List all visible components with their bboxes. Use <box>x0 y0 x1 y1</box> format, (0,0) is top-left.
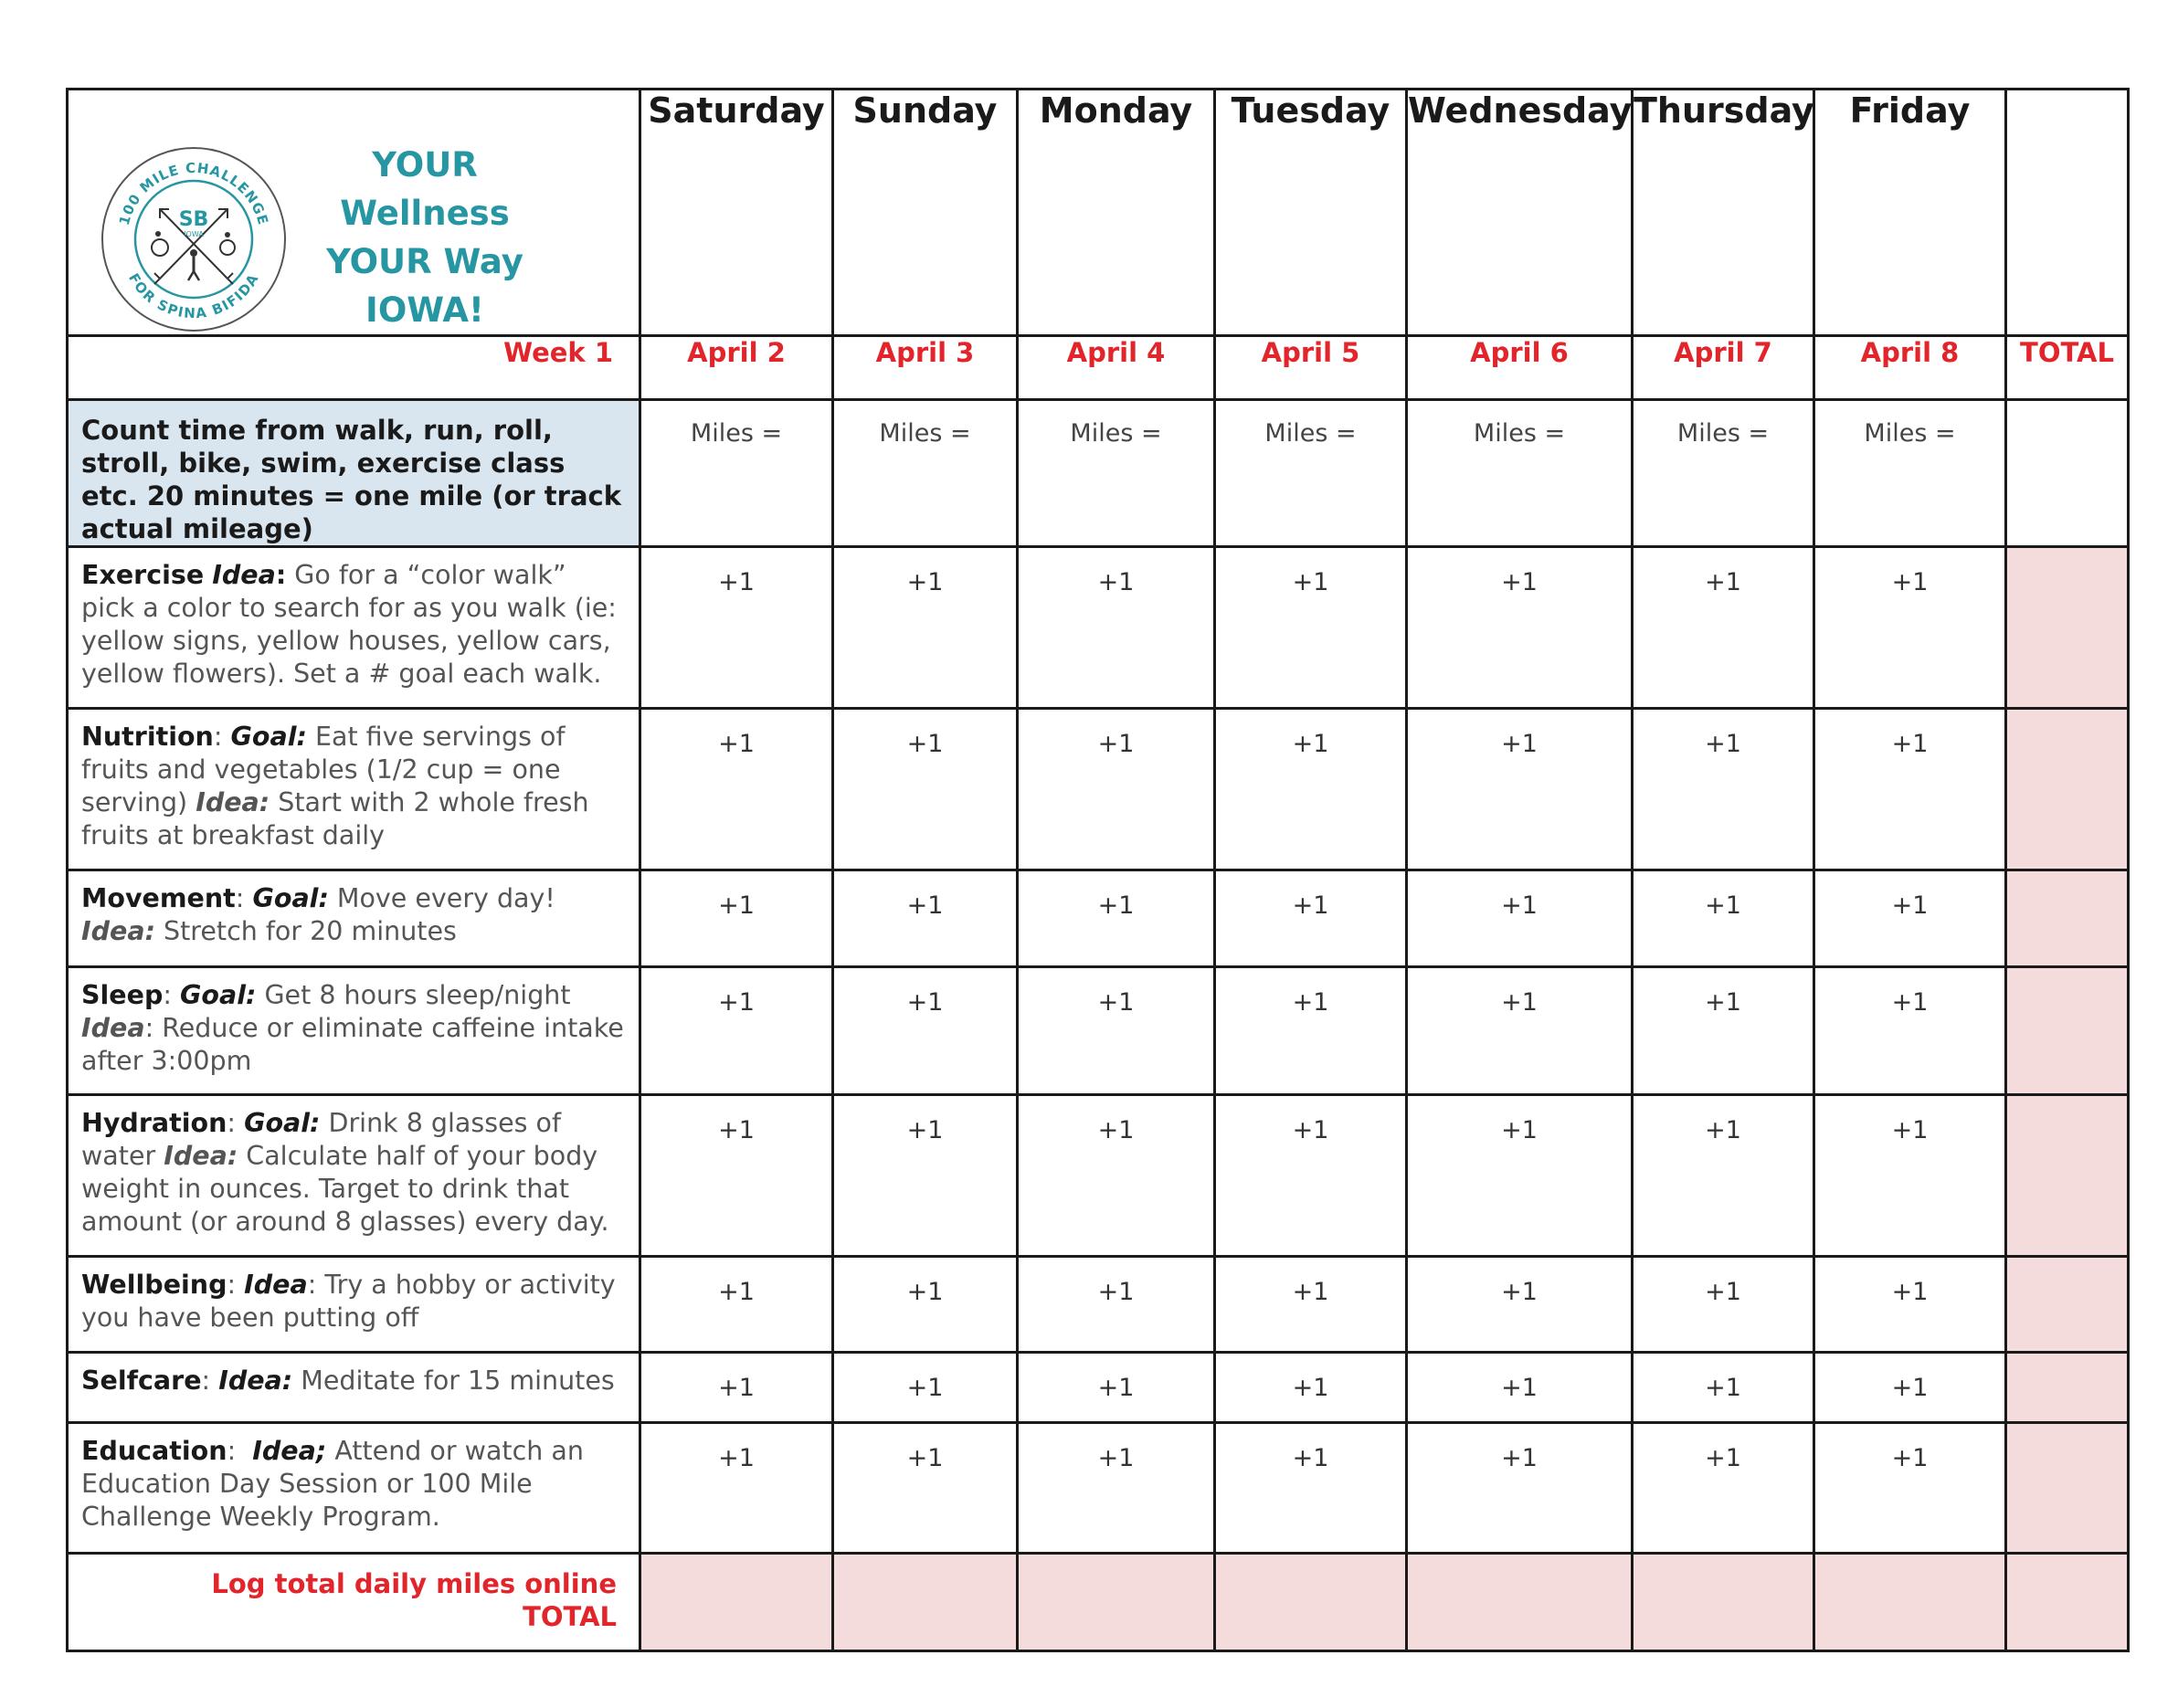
point-cell[interactable] <box>1018 709 1215 870</box>
activity-description <box>69 548 639 691</box>
total-header-blank <box>2006 90 2129 336</box>
point-value: +1 <box>1292 1374 1329 1402</box>
daily-total-cell[interactable] <box>1215 1554 1407 1651</box>
activity-description-cell <box>68 547 640 709</box>
activity-text: Attend or watch an Education Day Session or 100 Mile Challenge Weekly Program. <box>81 1436 584 1532</box>
activity-separator: : <box>227 1436 253 1466</box>
point-value: +1 <box>1501 1278 1538 1306</box>
date-cell: April 5 <box>1215 336 1407 400</box>
point-cell[interactable] <box>1633 709 1814 870</box>
miles-label: Miles = <box>879 419 971 448</box>
point-cell[interactable] <box>1633 1423 1814 1554</box>
activity-kind-secondary: Idea: <box>81 916 155 946</box>
activity-row-selfcare <box>68 1353 2129 1423</box>
row-total-cell[interactable] <box>2006 709 2129 870</box>
activity-separator: : <box>213 722 231 752</box>
point-value: +1 <box>1097 1116 1135 1144</box>
day-name: Thursday <box>1634 90 1814 131</box>
activity-description-cell <box>68 709 640 870</box>
point-value: +1 <box>906 891 944 920</box>
activity-row-education <box>68 1423 2129 1554</box>
activity-description-cell <box>68 1353 640 1423</box>
point-value: +1 <box>906 988 944 1017</box>
activity-row-hydration <box>68 1095 2129 1257</box>
date-cell: April 8 <box>1814 336 2006 400</box>
point-cell[interactable] <box>640 547 833 709</box>
svg-text:FOR SPINA BIFIDA <box>125 270 262 322</box>
footer-line-2: TOTAL <box>523 1601 617 1632</box>
day-name: Friday <box>1849 90 1971 131</box>
point-cell[interactable] <box>640 1257 833 1353</box>
activity-text: Drink 8 glasses of water <box>81 1108 561 1171</box>
daily-total-cell[interactable] <box>1814 1554 2006 1651</box>
point-value: +1 <box>718 1278 755 1306</box>
activity-description <box>69 968 639 1078</box>
title-line-3: IOWA! <box>365 290 484 330</box>
activity-separator: : <box>227 1270 245 1300</box>
point-value: +1 <box>1292 1278 1329 1306</box>
activity-description-cell <box>68 1257 640 1353</box>
activity-row-sleep <box>68 967 2129 1095</box>
miles-description-cell <box>68 400 640 547</box>
daily-total-cell[interactable] <box>1018 1554 1215 1651</box>
activity-kind: Idea; <box>252 1436 327 1466</box>
activity-description-cell <box>68 967 640 1095</box>
point-value: +1 <box>1891 891 1929 920</box>
activity-description <box>69 710 639 852</box>
point-value: +1 <box>1501 1374 1538 1402</box>
point-value: +1 <box>1097 1374 1135 1402</box>
row-total-cell[interactable] <box>2006 870 2129 967</box>
point-value: +1 <box>1097 891 1135 920</box>
point-value: +1 <box>906 1374 944 1402</box>
date-row <box>68 336 2129 400</box>
row-total-cell[interactable] <box>2006 547 2129 709</box>
daily-total-cell[interactable] <box>1407 1554 1633 1651</box>
point-value: +1 <box>1705 988 1741 1017</box>
point-value: +1 <box>1097 1278 1135 1306</box>
grand-total-cell[interactable] <box>2006 1554 2129 1651</box>
point-cell[interactable] <box>833 870 1018 967</box>
page-title <box>288 141 562 334</box>
point-cell[interactable] <box>1407 967 1633 1095</box>
point-value: +1 <box>1292 1116 1329 1144</box>
point-cell[interactable] <box>1215 547 1407 709</box>
point-value: +1 <box>1891 988 1929 1017</box>
miles-label: Miles = <box>690 419 783 448</box>
point-cell[interactable] <box>1215 1257 1407 1353</box>
miles-cell[interactable] <box>1215 400 1407 547</box>
activity-category: Wellbeing <box>81 1270 227 1300</box>
day-name: Wednesday <box>1408 90 1633 131</box>
activity-kind-secondary: Idea: <box>196 787 270 817</box>
miles-cell[interactable] <box>1814 400 2006 547</box>
point-value: +1 <box>1097 1444 1135 1472</box>
point-value: +1 <box>718 1374 755 1402</box>
point-value: +1 <box>1705 891 1741 920</box>
point-value: +1 <box>1097 730 1135 758</box>
activity-description <box>69 1258 639 1334</box>
point-value: +1 <box>1097 568 1135 596</box>
point-value: +1 <box>906 1116 944 1144</box>
point-cell[interactable] <box>1814 1423 2006 1554</box>
activity-text-secondary: Stretch for 20 minutes <box>154 916 457 946</box>
wheelchair-icon <box>152 231 168 256</box>
point-cell[interactable] <box>1814 1353 2006 1423</box>
title-line-2: YOUR Way <box>326 242 523 281</box>
footer-total-row <box>68 1554 2129 1651</box>
activity-text-secondary: Calculate half of your body weight in ounces. Target to drink that amount (or around 8 glasses) every day. <box>81 1141 609 1237</box>
point-value: +1 <box>1292 988 1329 1017</box>
point-value: +1 <box>1501 988 1538 1017</box>
day-header-tuesday <box>1215 90 1407 336</box>
point-cell[interactable] <box>1814 870 2006 967</box>
day-name: Saturday <box>648 90 825 131</box>
point-value: +1 <box>1292 730 1329 758</box>
row-total-cell[interactable] <box>2006 1423 2129 1554</box>
point-value: +1 <box>1501 1116 1538 1144</box>
activity-kind: Idea <box>212 560 276 590</box>
activity-description-cell <box>68 1423 640 1554</box>
point-value: +1 <box>718 1444 755 1472</box>
point-cell[interactable] <box>1215 1095 1407 1257</box>
point-cell[interactable] <box>1407 1095 1633 1257</box>
point-value: +1 <box>1501 730 1538 758</box>
activity-kind: Idea: <box>218 1365 293 1396</box>
point-value: +1 <box>1097 988 1135 1017</box>
miles-cell[interactable] <box>1633 400 1814 547</box>
point-value: +1 <box>1292 891 1329 920</box>
point-cell[interactable] <box>640 1423 833 1554</box>
date-cell: April 3 <box>833 336 1018 400</box>
point-value: +1 <box>718 988 755 1017</box>
point-cell[interactable] <box>1407 870 1633 967</box>
activity-description-cell <box>68 1095 640 1257</box>
date-cell: April 6 <box>1407 336 1633 400</box>
row-total-cell[interactable] <box>2006 967 2129 1095</box>
point-cell[interactable] <box>1407 1423 1633 1554</box>
point-value: +1 <box>906 568 944 596</box>
point-cell[interactable] <box>1633 1095 1814 1257</box>
activity-description <box>69 871 639 948</box>
point-cell[interactable] <box>1018 1257 1215 1353</box>
day-header-friday <box>1814 90 2006 336</box>
point-value: +1 <box>1501 1444 1538 1472</box>
day-name: Tuesday <box>1231 90 1390 131</box>
wellness-tracker-table <box>66 88 2130 1652</box>
day-header-thursday <box>1633 90 1814 336</box>
point-cell[interactable] <box>1018 1095 1215 1257</box>
activity-category: Sleep <box>81 980 164 1010</box>
daily-total-cell[interactable] <box>640 1554 833 1651</box>
point-value: +1 <box>1705 1444 1741 1472</box>
activity-colon: : <box>275 560 287 590</box>
point-cell[interactable] <box>640 1353 833 1423</box>
activity-kind-secondary: Idea: <box>164 1141 238 1171</box>
activity-separator: : <box>227 1108 245 1138</box>
activity-category: Education <box>81 1436 227 1466</box>
point-value: +1 <box>1891 1374 1929 1402</box>
day-header-wednesday <box>1407 90 1633 336</box>
point-cell[interactable] <box>1814 1257 2006 1353</box>
miles-row <box>68 400 2129 547</box>
point-value: +1 <box>718 730 755 758</box>
point-cell[interactable] <box>1215 870 1407 967</box>
point-value: +1 <box>1292 568 1329 596</box>
point-value: +1 <box>1705 1278 1741 1306</box>
point-cell[interactable] <box>1633 1353 1814 1423</box>
date-cell: April 7 <box>1633 336 1814 400</box>
point-value: +1 <box>1891 1116 1929 1144</box>
daily-total-cell[interactable] <box>1633 1554 1814 1651</box>
activity-row-exercise <box>68 547 2129 709</box>
point-value: +1 <box>718 1116 755 1144</box>
point-value: +1 <box>1705 1116 1741 1144</box>
logo-ring-top: 100 MILE CHALLENGE <box>115 159 272 227</box>
point-cell[interactable] <box>833 1353 1018 1423</box>
activity-kind: Goal: <box>180 980 257 1010</box>
point-cell[interactable] <box>833 547 1018 709</box>
miles-description: Count time from walk, run, roll, stroll, bike, swim, exercise class etc. 20 minutes = one mile (or track actual mileage) <box>81 415 622 544</box>
point-value: +1 <box>718 568 755 596</box>
point-value: +1 <box>1705 730 1741 758</box>
point-cell[interactable] <box>1018 1423 1215 1554</box>
miles-cell[interactable] <box>1018 400 1215 547</box>
activity-kind: Goal: <box>252 883 329 913</box>
activity-text-secondary: Start with 2 whole fresh fruits at breakfast daily <box>81 787 589 850</box>
bike-icon <box>220 232 235 255</box>
miles-label: Miles = <box>1676 419 1770 448</box>
miles-cell[interactable] <box>833 400 1018 547</box>
activity-category: Exercise <box>81 560 205 590</box>
point-value: +1 <box>1292 1444 1329 1472</box>
point-value: +1 <box>1891 1278 1929 1306</box>
activity-text: Meditate for 15 minutes <box>292 1365 615 1396</box>
point-cell[interactable] <box>833 1095 1018 1257</box>
challenge-logo <box>100 145 288 333</box>
point-cell[interactable] <box>640 870 833 967</box>
day-name: Monday <box>1039 90 1193 131</box>
point-cell[interactable] <box>640 1095 833 1257</box>
activity-description <box>69 1354 639 1397</box>
activity-text: Get 8 hours sleep/night <box>256 980 571 1010</box>
point-cell[interactable] <box>1018 967 1215 1095</box>
point-cell[interactable] <box>1018 547 1215 709</box>
point-cell[interactable] <box>640 709 833 870</box>
point-cell[interactable] <box>1633 870 1814 967</box>
activity-category: Nutrition <box>81 722 214 752</box>
point-cell[interactable] <box>1018 1353 1215 1423</box>
activity-category: Movement <box>81 883 236 913</box>
row-total-cell[interactable] <box>2006 1095 2129 1257</box>
total-label: TOTAL <box>2006 336 2129 400</box>
activity-text: Eat five servings of fruits and vegetables (1/2 cup = one serving) <box>81 722 566 817</box>
day-header-monday <box>1018 90 1215 336</box>
point-value: +1 <box>1891 568 1929 596</box>
activity-separator <box>204 560 212 590</box>
point-cell[interactable] <box>640 967 833 1095</box>
activity-row-nutrition <box>68 709 2129 870</box>
point-value: +1 <box>906 1278 944 1306</box>
point-cell[interactable] <box>1407 1257 1633 1353</box>
activity-kind-secondary: Idea <box>81 1013 145 1043</box>
point-value: +1 <box>906 730 944 758</box>
point-cell[interactable] <box>1215 1353 1407 1423</box>
point-cell[interactable] <box>1814 709 2006 870</box>
activity-text: : Try a hobby or activity you have been putting off <box>81 1270 616 1333</box>
walker-icon <box>188 249 199 280</box>
activity-text-secondary: : Reduce or eliminate caffeine intake after 3:00pm <box>81 1013 624 1076</box>
date-cell: April 4 <box>1018 336 1215 400</box>
logo-title-cell <box>68 90 640 336</box>
miles-label: Miles = <box>1070 419 1162 448</box>
miles-label: Miles = <box>1864 419 1956 448</box>
point-value: +1 <box>906 1444 944 1472</box>
miles-total-cell[interactable] <box>2006 400 2129 547</box>
activity-kind: Idea <box>244 1270 308 1300</box>
point-value: +1 <box>1705 568 1741 596</box>
miles-label: Miles = <box>1264 419 1357 448</box>
footer-label <box>69 1555 639 1633</box>
daily-total-cell[interactable] <box>833 1554 1018 1651</box>
activity-text: Move every day! <box>328 883 555 913</box>
point-cell[interactable] <box>1633 967 1814 1095</box>
point-value: +1 <box>1501 891 1538 920</box>
miles-label: Miles = <box>1473 419 1566 448</box>
point-value: +1 <box>1705 1374 1741 1402</box>
point-cell[interactable] <box>1814 547 2006 709</box>
point-cell[interactable] <box>1215 1423 1407 1554</box>
point-cell[interactable] <box>833 1423 1018 1554</box>
row-total-cell[interactable] <box>2006 1257 2129 1353</box>
day-header-saturday <box>640 90 833 336</box>
header-row <box>68 90 2129 336</box>
date-cell: April 2 <box>640 336 833 400</box>
activity-description <box>69 1096 639 1239</box>
activity-separator: : <box>201 1365 219 1396</box>
activity-text: Go for a “color walk” pick a color to search for as you walk (ie: yellow signs, yellow houses, yellow cars, yellow flowers). Set a # goal each walk. <box>81 560 617 689</box>
activity-separator: : <box>235 883 253 913</box>
miles-cell[interactable] <box>1407 400 1633 547</box>
footer-label-cell <box>68 1554 640 1651</box>
miles-cell[interactable] <box>640 400 833 547</box>
point-cell[interactable] <box>1018 870 1215 967</box>
activity-row-movement <box>68 870 2129 967</box>
point-cell[interactable] <box>1633 1257 1814 1353</box>
activity-category: Selfcare <box>81 1365 202 1396</box>
row-total-cell[interactable] <box>2006 1353 2129 1423</box>
point-cell[interactable] <box>1215 967 1407 1095</box>
day-header-sunday <box>833 90 1018 336</box>
footer-line-1: Log total daily miles online <box>211 1568 617 1599</box>
day-name: Sunday <box>852 90 998 131</box>
activity-category: Hydration <box>81 1108 227 1138</box>
point-cell[interactable] <box>1814 1095 2006 1257</box>
point-cell[interactable] <box>1407 547 1633 709</box>
logo-ring-bottom: FOR SPINA BIFIDA <box>125 270 263 322</box>
point-value: +1 <box>1501 568 1538 596</box>
logo-center-sub: IOWA <box>184 230 204 238</box>
point-cell[interactable] <box>1814 967 2006 1095</box>
activity-description <box>69 1424 639 1534</box>
title-line-1: YOUR Wellness <box>340 145 510 233</box>
point-cell[interactable] <box>833 1257 1018 1353</box>
week-label: Week 1 <box>68 336 640 400</box>
point-cell[interactable] <box>1215 709 1407 870</box>
point-cell[interactable] <box>1407 709 1633 870</box>
point-value: +1 <box>1891 730 1929 758</box>
activity-row-wellbeing <box>68 1257 2129 1353</box>
activity-separator: : <box>163 980 181 1010</box>
point-cell[interactable] <box>833 709 1018 870</box>
point-cell[interactable] <box>833 967 1018 1095</box>
logo-center-mark: SB <box>178 208 209 231</box>
activity-description-cell <box>68 870 640 967</box>
point-cell[interactable] <box>1633 547 1814 709</box>
point-value: +1 <box>718 891 755 920</box>
point-cell[interactable] <box>1407 1353 1633 1423</box>
activity-kind: Goal: <box>244 1108 321 1138</box>
point-value: +1 <box>1891 1444 1929 1472</box>
activity-kind: Goal: <box>230 722 307 752</box>
